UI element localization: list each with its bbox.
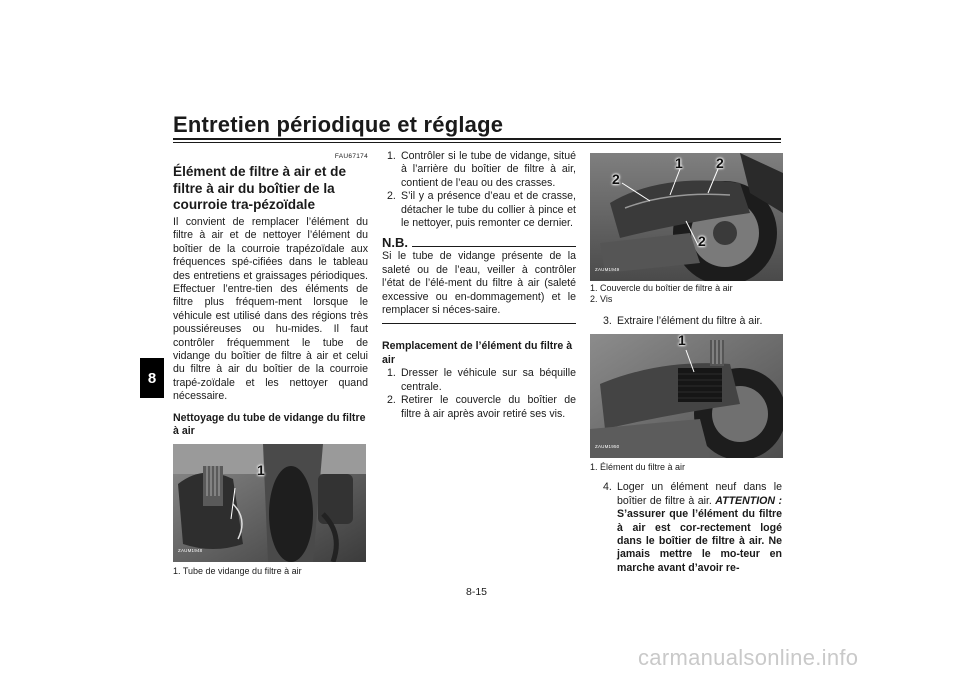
photo-code: ZAUM1948 [178,548,203,553]
header-rule-thick [173,138,781,140]
column-3 [590,150,782,575]
callout-2-left: 2 [612,171,620,187]
callout-1: 1 [257,462,265,479]
steps-check-tube [382,150,576,230]
attention-warning: ATTENTION : S’assurer que l’élément du filtre à air est cor-rectement logé dans le boîtier de filtre à air. Ne jamais mettre le mo-teur en marche avant d’avoir re- [617,494,782,574]
caption-line: 2. Vis [590,294,613,304]
section-code: FAU67174 [334,153,368,160]
steps-extract [590,315,782,328]
attention-label: ATTENTION : [715,494,782,507]
caption-element: 1. Élément du filtre à air [590,462,686,473]
photo-filter-cover [590,153,783,281]
intro-paragraph: Il convient de remplacer l’élément du filtre à air et de nettoyer l’élément du boîtier de la courroie trapézoïdale aux fréquences spé-cifiées dans le tableau des entretiens et graissages périodiques. Effectuer l’entre-tien des éléments de filtre plus fréquem-ment lorsque le véhicule est utilisé dans des régions très poussiéreuses ou hu-mides. Il faut contrôler fréquemment le tube de vidange du boîtier de filtre à air et celui du filtre à air du boîtier de la courroie trapé-zoïdale et les nettoyer quand nécessaire. [173,215,368,403]
callout-1: 1 [675,155,683,171]
caption-line: 1. Couvercle du boîtier de filtre à air [590,283,733,293]
page-title: Entretien périodique et réglage [173,112,504,137]
step-item: 4. Loger un élément neuf dans le boîtier de filtre à air. ATTENTION : S’assurer que l’élément du filtre à air est cor-rectement logé dans le boîtier de filtre à air. Ne jamais mettre le mo-teur en marche avant d’avoir re- [603,481,782,574]
caption-drain-tube: 1. Tube de vidange du filtre à air [173,566,302,577]
header-rule-thin [173,142,781,143]
step-item: 3. Extraire l’élément du filtre à air. [603,315,763,327]
callout-2-right: 2 [716,155,724,171]
subheading-drain-tube: Nettoyage du tube de vidange du filtre à air [173,411,366,437]
note-rule [412,246,576,247]
column-1 [173,150,368,577]
steps-replacement [382,367,576,421]
step-item: 2. S’il y a présence d’eau et de crasse, détacher le tube du collier à pince et le nettoyer, puis remonter ce dernier. [387,190,576,230]
watermark: carmanualsonline.info [638,645,859,670]
step-item: 1. Contrôler si le tube de vidange, situé à l’arrière du boîtier de filtre à air, contient de l’eau ou des crasses. [387,150,576,189]
step-item: 1. Dresser le véhicule sur sa béquille centrale. [387,367,576,393]
callout-1: 1 [678,334,686,349]
chapter-tab: 8 [140,358,164,398]
photo-filter-element [590,334,783,458]
photo-code: ZAUM1950 [595,444,620,449]
callout-2-bottom: 2 [698,233,706,249]
note-header [382,236,576,250]
note-end-rule [382,323,576,324]
step-item: 2. Retirer le couvercle du boîtier de filtre à air après avoir retiré ses vis. [387,394,576,420]
subheading-replacement: Remplacement de l’élément du filtre à air [382,340,573,366]
column-2 [382,150,576,421]
note-text: Si le tube de vidange présente de la saleté ou de l’eau, veiller à contrôler l’état de l’élé-ment du filtre à air (saleté excessive ou en-dommagement) et le remplacer si néces-saire. [382,250,576,317]
photo-drain-tube [173,444,366,562]
photo-code: ZAUM1949 [595,266,620,272]
steps-install [590,481,782,575]
page-number: 8-15 [466,586,488,598]
section-title: Élément de filtre à air et de filtre à air du boîtier de la courroie tra-pézoïdale [173,164,347,213]
note-title: N.B. [382,235,408,251]
caption-cover [590,283,782,305]
